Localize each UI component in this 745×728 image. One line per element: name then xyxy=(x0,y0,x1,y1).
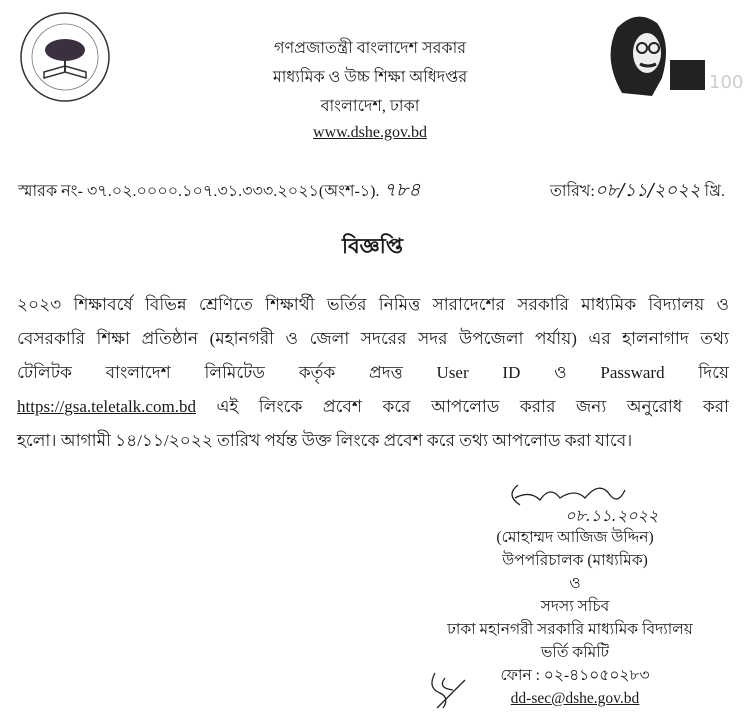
signatory-conjunction: ও xyxy=(569,575,581,592)
signature-date: ০৮.১১.২০২২ xyxy=(565,506,659,525)
dshe-logo-icon xyxy=(18,10,113,105)
date-suffix: খ্রি. xyxy=(704,183,725,200)
memo-date xyxy=(550,176,725,207)
signatory-name: (মোহাম্মদ আজিজ উদ্দিন) xyxy=(496,529,654,546)
committee-line1: ঢাকা মহানগরী সরকারি মাধ্যমিক বিদ্যালয় xyxy=(447,621,693,638)
header-website-link[interactable]: www.dshe.gov.bd xyxy=(313,124,427,141)
header-location: বাংলাদেশ, ঢাকা xyxy=(320,98,420,115)
notice-title: বিজ্ঞপ্তি xyxy=(341,234,404,258)
contact-phone: ফোন : ০২-৪১০৫০২৮৩ xyxy=(500,667,650,684)
mujib-100-logo-icon xyxy=(592,8,744,98)
body-line: বেসরকারি শিক্ষা প্রতিষ্ঠান (মহানগরী ও জেলা সদরের সদর উপজেলা পর্যায়) এর হালনাগাদ তথ্য xyxy=(17,329,729,348)
header-directorate: মাধ্যমিক ও উচ্চ শিক্ষা অধিদপ্তর xyxy=(272,69,468,86)
body-line: টেলিটক বাংলাদেশ লিমিটেড কর্তৃক প্রদত্ত User ID ও Passward দিয়ে xyxy=(17,363,729,382)
signatory-designation: উপপরিচালক (মাধ্যমিক) xyxy=(502,552,648,569)
committee-line2: ভর্তি কমিটি xyxy=(540,644,610,661)
date-label: তারিখ: xyxy=(549,183,595,200)
date-value: ০৮/১১/২০২২ xyxy=(594,180,701,201)
memo-number-text: স্মারক নং- ৩৭.০২.০০০০.১০৭.৩১.৩৩৩.২০২১(অংশ-১). xyxy=(18,183,380,200)
signatory-role: সদস্য সচিব xyxy=(540,598,610,615)
notice-body xyxy=(17,288,729,458)
signatory-block xyxy=(430,526,720,710)
initials-icon xyxy=(425,668,470,713)
body-line: হলো। আগামী ১৪/১১/২০২২ তারিখ পর্যন্ত উক্ত লিংকে প্রবেশ করে তথ্য আপলোড করা যাবে। xyxy=(17,431,633,450)
body-line: ২০২৩ শিক্ষাবর্ষে বিভিন্ন শ্রেণিতে শিক্ষার্থী ভর্তির নিমিত্ত সারাদেশের সরকারি মাধ্যমিক বিদ্যালয় ও xyxy=(17,295,729,314)
body-line xyxy=(17,390,729,424)
memo-handwritten-number: ৭৮৪ xyxy=(383,179,421,201)
contact-email-link[interactable]: dd-sec@dshe.gov.bd xyxy=(510,690,640,707)
body-line-text: এই লিংকে প্রবেশ করে আপলোড করার জন্য অনুরোধ করা xyxy=(195,397,729,416)
svg-text:100: 100 xyxy=(709,72,744,93)
teletalk-link[interactable]: https://gsa.teletalk.com.bd xyxy=(17,397,196,416)
memo-number xyxy=(18,176,421,208)
header-government: গণপ্রজাতন্ত্রী বাংলাদেশ সরকার xyxy=(273,40,467,57)
